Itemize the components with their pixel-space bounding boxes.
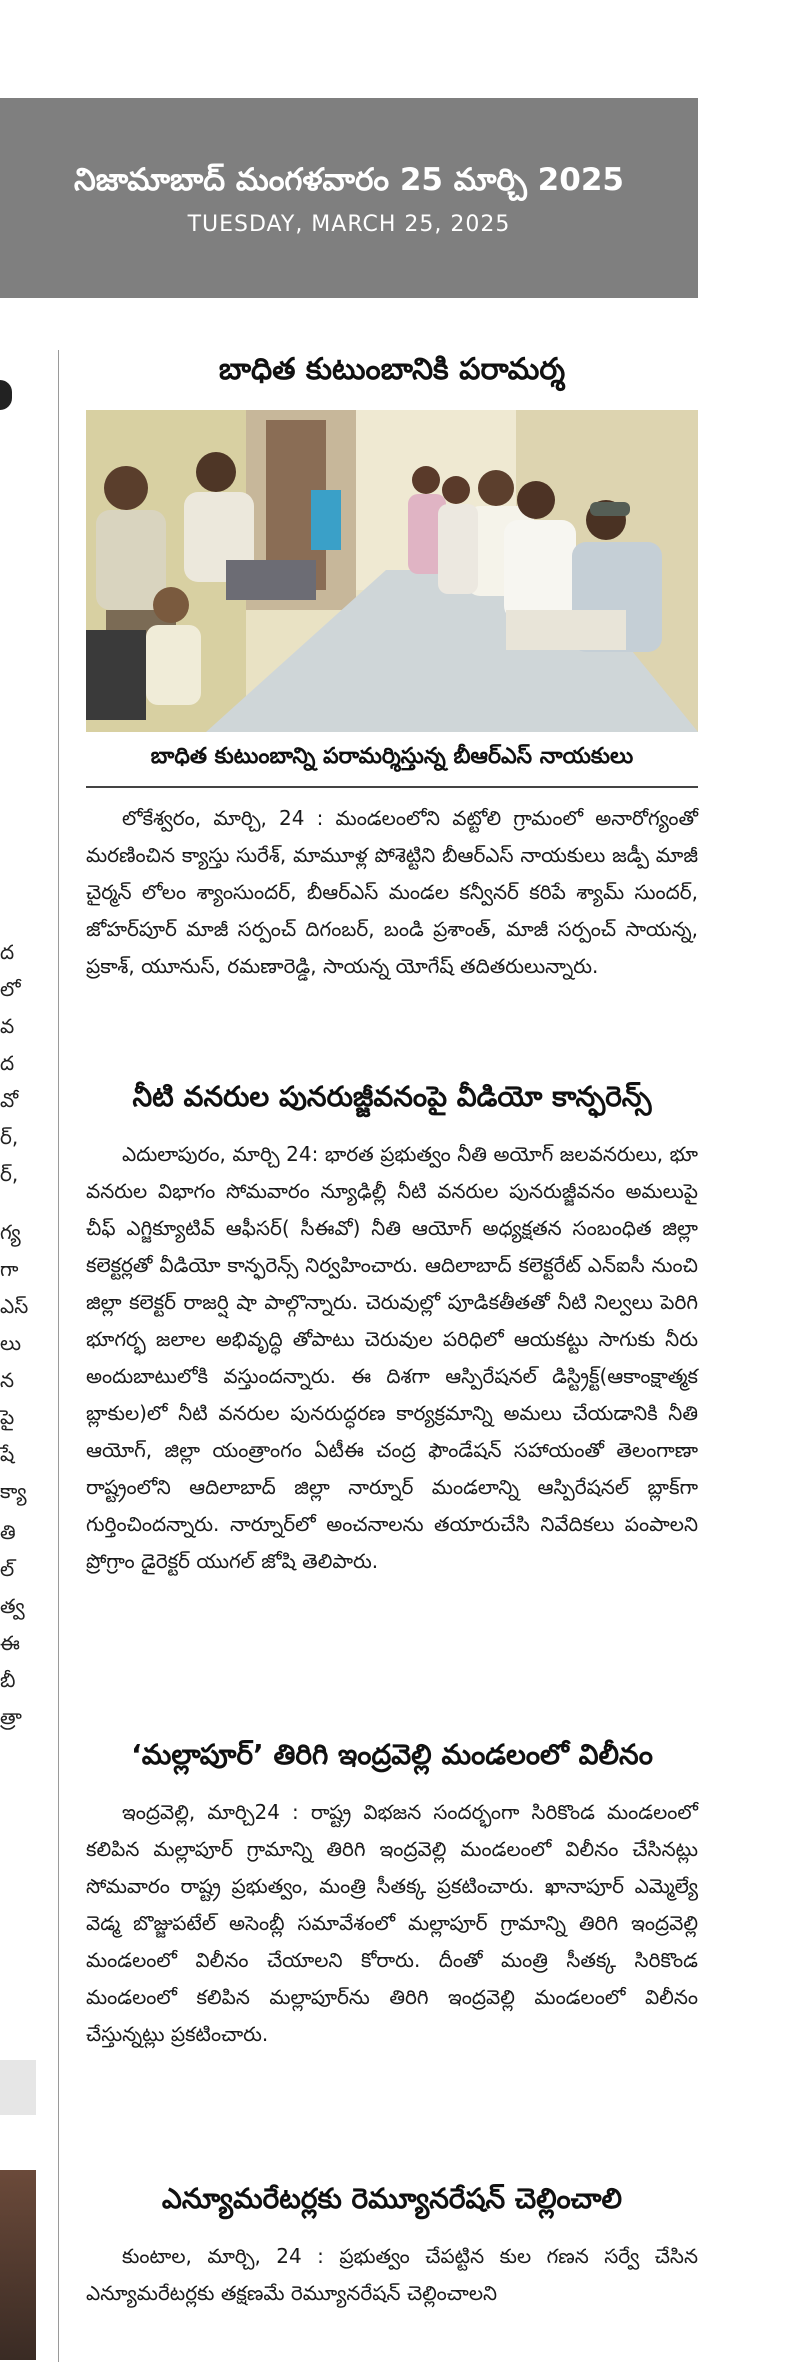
left-fragment: ర్, bbox=[0, 1125, 19, 1149]
article-2-heading bbox=[86, 1080, 698, 1114]
caption-underline bbox=[86, 786, 698, 788]
article-1-body bbox=[86, 800, 698, 985]
left-fragment: ద bbox=[0, 1051, 15, 1075]
article-4-body bbox=[86, 2238, 698, 2312]
left-fragment: వ bbox=[0, 1014, 15, 1038]
left-fragment: గా bbox=[0, 1257, 19, 1281]
left-fragment: తి bbox=[0, 1520, 16, 1544]
left-fragment: ల్ bbox=[0, 1557, 15, 1581]
left-fragment: ర్, bbox=[0, 1162, 19, 1186]
article-4-text: కుంటాల, మార్చి, 24 : ప్రభుత్వం చేపట్టిన కుల గణన సర్వే చేసిన ఎన్యూమరేటర్లకు తక్షణమే రెమ్యూనరేషన్ చెల్లించాలని bbox=[86, 2244, 698, 2305]
article-3-title: ‘మల్లాపూర్’ తిరిగి ఇంద్రవెల్లి మండలంలో విలీనం bbox=[131, 1738, 653, 1771]
article-2-title: నీటి వనరుల పునరుజ్జీవనంపై వీడియో కాన్ఫరెన్స్ bbox=[132, 1080, 652, 1113]
left-fragment: ఎస్ bbox=[0, 1294, 29, 1318]
left-fragment: బీ bbox=[0, 1668, 16, 1692]
left-column-cropped bbox=[0, 340, 36, 2362]
article-1-caption: బాధిత కుటుంబాన్ని పరామర్శిస్తున్న బీఆర్ఎస్ నాయకులు bbox=[150, 744, 634, 769]
left-fragment: పై bbox=[0, 1405, 15, 1429]
left-fragment: త్వ bbox=[0, 1594, 25, 1618]
left-column-mark bbox=[0, 380, 12, 410]
article-4-heading bbox=[86, 2182, 698, 2216]
article-1-text: లోకేశ్వరం, మార్చి, 24 : మండలంలోని వట్టోలి గ్రామంలో అనారోగ్యంతో మరణించిన క్యాస్తు సురేశ్, మామూళ్ల పోశెట్టిని బీఆర్ఎస్ నాయకులు జడ్పీ మాజీ చైర్మన్ లోలం శ్యాంసుందర్, బీఆర్ఎస్ మండల కన్వీనర్ కరిపే శ్యామ్ సుందర్, జోహర్‌పూర్ మాజీ సర్పంచ్ దిగంబర్, బండి ప్రశాంత్, మాజీ సర్పంచ్ సాయన్న, ప్రకాశ్, యూనుస్, రమణారెడ్డి, సాయన్న యోగేష్ తదితరులున్నారు. bbox=[86, 806, 698, 978]
article-1-title: బాధిత కుటుంబానికి పరామర్శ bbox=[218, 352, 566, 387]
left-fragment: వో bbox=[0, 1088, 19, 1112]
header-telugu-date: నిజామాబాద్ మంగళవారం 25 మార్చి 2025 bbox=[74, 162, 624, 198]
article-3-body bbox=[86, 1794, 698, 2053]
left-grey-box bbox=[0, 2060, 36, 2115]
left-fragment: త్రా bbox=[0, 1705, 22, 1729]
article-3-text: ఇంద్రవెల్లి, మార్చి24 : రాష్ట్ర విభజన సందర్భంగా సిరికొండ మండలంలో కలిపిన మల్లాపూర్ గ్రామాన్ని తిరిగి ఇంద్రవెల్లి మండలంలో విలీనం చేసినట్లు సోమవారం రాష్ట్ర ప్రభుత్వం, మంత్రి సీతక్క ప్రకటించారు. ఖానాపూర్ ఎమ్మెల్యే వెడ్మ బొజ్జుపటేల్ అసెంబ్లీ సమావేశంలో మల్లాపూర్ గ్రామాన్ని తిరిగి ఇంద్రవెల్లి మండలంలో విలీనం చేయాలని కోరారు. దీంతో మంత్రి సీతక్క సిరికొండ మండలంలో కలిపిన మల్లాపూర్‌ను తిరిగి ఇంద్రవెల్లి మండలంలో విలీనం చేస్తున్నట్లు ప్రకటించారు. bbox=[86, 1800, 698, 2046]
column-divider bbox=[58, 350, 59, 2362]
article-2-text: ఎదులాపురం, మార్చి 24: భారత ప్రభుత్వం నీతి అయోగ్ జలవనరులు, భూ వనరుల విభాగం సోమవారం న్యూఢిల్లీ నీటి వనరుల పునరుజ్జీవనం అమలుపై చీఫ్ ఎగ్జిక్యూటివ్ ఆఫీసర్( సీఈవో) నీతి ఆయోగ్ అధ్యక్షతన సంబంధిత జిల్లా కలెక్టర్లతో వీడియో కాన్ఫరెన్స్ నిర్వహించారు. ఆదిలాబాద్ కలెక్టరేట్ ఎన్ఐసీ నుంచి జిల్లా కలెక్టర్ రాజర్షి షా పాల్గొన్నారు. చెరువుల్లో పూడికతీతతో నీటి నిల్వలు పెరిగి భూగర్భ జలాల అభివృద్ధి తోపాటు చెరువుల పరిధిలో ఆయకట్టు సాగుకు నీరు అందుబాటులోకి వస్తుందన్నారు. ఈ దిశగా ఆస్పిరేషనల్ డిస్ట్రిక్ట్(ఆకాంక్షాత్మక బ్లాకుల)లో నీటి వనరుల పునరుద్ధరణ కార్యక్రమాన్ని అమలు చేయడానికి నీతి ఆయోగ్, జిల్లా యంత్రాంగం ఏటీఈ చంద్ర ఫౌండేషన్ సహాయంతో తెలంగాణా రాష్ట్రంలోని ఆదిలాబాద్ జిల్లా నార్నూర్ మండలాన్ని ఆస్పిరేషనల్ బ్లాక్‌గా గుర్తించిందన్నారు. నార్నూర్‌లో అంచనాలను తయారుచేసి నివేదికలు పంపాలని ప్రోగ్రాం డైరెక్టర్ యుగల్ జోషి తెలిపారు. bbox=[86, 1142, 698, 1573]
article-1-heading bbox=[86, 352, 698, 388]
article-1-photo bbox=[86, 410, 698, 732]
left-fragment: న bbox=[0, 1368, 15, 1392]
left-fragment: లు bbox=[0, 1331, 22, 1355]
left-fragment: ఈ bbox=[0, 1631, 20, 1655]
left-fragment: లో bbox=[0, 977, 21, 1001]
left-fragment: క్యా bbox=[0, 1479, 27, 1503]
top-margin bbox=[0, 0, 800, 98]
article-4-title: ఎన్యూమరేటర్లకు రెమ్యూనరేషన్ చెల్లించాలి bbox=[161, 2182, 623, 2215]
left-fragment: ద bbox=[0, 940, 15, 964]
left-fragment: షే bbox=[0, 1442, 15, 1466]
article-3-heading bbox=[86, 1738, 698, 1772]
header-english-date: TUESDAY, MARCH 25, 2025 bbox=[187, 212, 511, 237]
article-2-body bbox=[86, 1136, 698, 1580]
family-visit-photo bbox=[86, 410, 698, 732]
left-photo-fragment bbox=[0, 2170, 36, 2360]
left-fragment: గ్య bbox=[0, 1220, 21, 1244]
